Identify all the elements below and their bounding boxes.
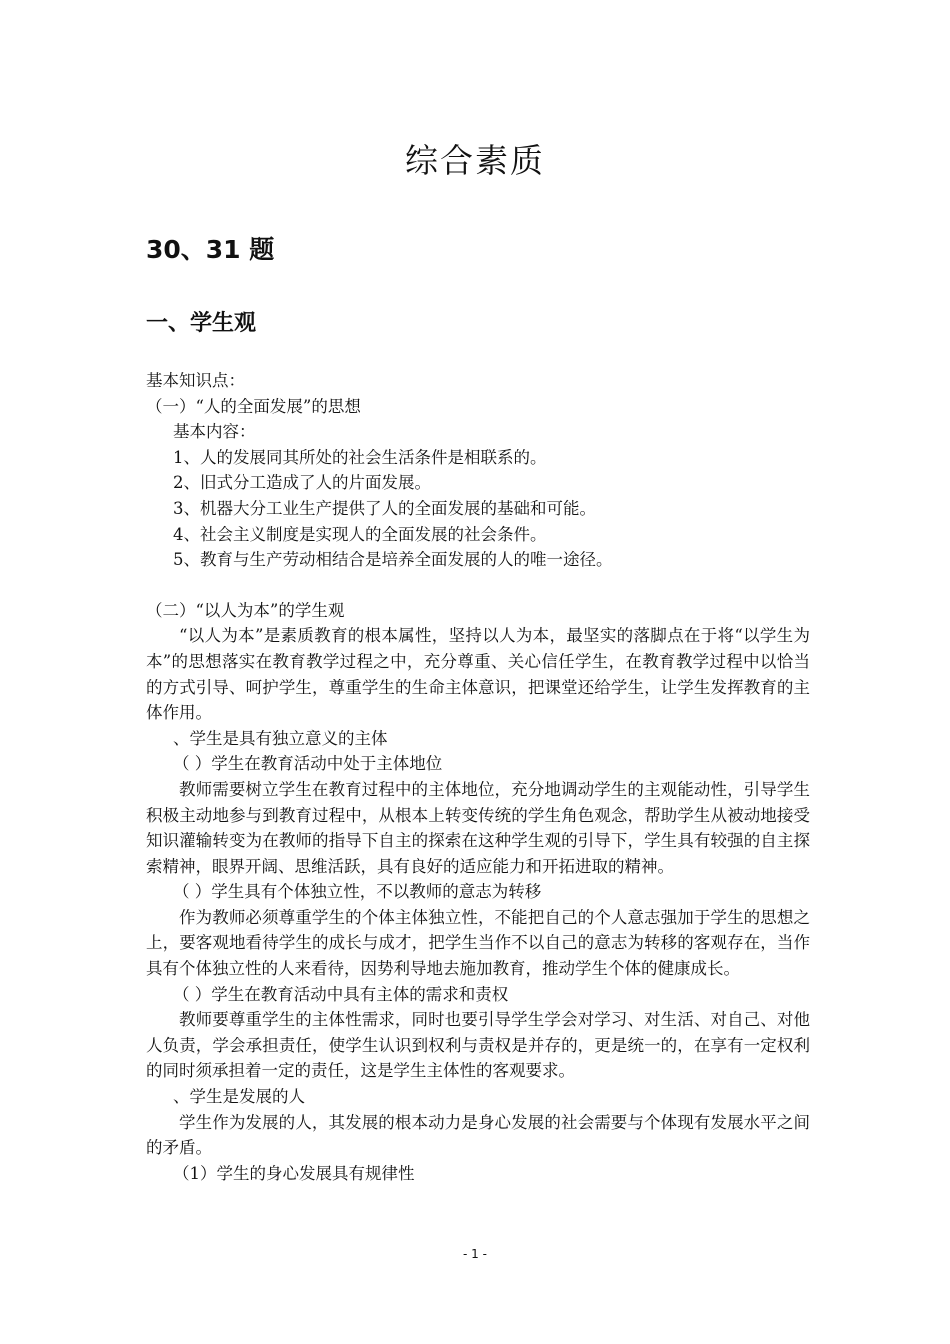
part2-intro-paragraph: “以人为本”是素质教育的根本属性，坚持以人为本，最坚实的落脚点在于将“以学生为本”的思想落实在教育教学过程之中，充分尊重、关心信任学生，在教育教学过程中以恰当的方式引导、呵护学生，尊重学生的生命主体意识，把课堂还给学生，让学生发挥教育的主体作用。 xyxy=(146,626,810,723)
page-number-footer: - 1 - xyxy=(463,1247,487,1261)
subsection-1c-paragraph: 教师要尊重学生的主体性需求，同时也要引导学生学会对学习、对生活、对自己、对他人负责，学会承担责任，使学生认识到权利与责权是并存的，更是统一的，在享有一定权利的同时须承担着一定的责任，这是学生主体性的客观要求。 xyxy=(146,1010,810,1081)
subsection-1a-heading: （ ）学生在教育活动中处于主体地位 xyxy=(173,754,443,774)
paragraph-gap xyxy=(146,573,810,598)
section-heading: 一、学生观 xyxy=(146,311,257,336)
part1-item-1: 1、人的发展同其所处的社会生活条件是相联系的。 xyxy=(173,447,547,467)
subsection-2-heading: 、学生是发展的人 xyxy=(173,1087,305,1107)
subsection-1b-heading: （ ）学生具有个体独立性，不以教师的意志为转移 xyxy=(173,882,542,902)
subsection-1c-heading: （ ）学生在教育活动中具有主体的需求和责权 xyxy=(173,984,509,1004)
part1-item-2: 2、旧式分工造成了人的片面发展。 xyxy=(173,473,431,493)
basic-points-label: 基本知识点： xyxy=(146,371,245,390)
subsection-1a-paragraph: 教师需要树立学生在教育过程中的主体地位，充分地调动学生的主观能动性，引导学生积极主动地参与到教育过程中，从根本上转变传统的学生角色观念，帮助学生从被动地接受知识灌输转变为在教师的指导下自主的探索在这种学生观的引导下，学生具有较强的自主探索精神，眼界开阔、思维活跃，具有良好的适应能力和开拓进取的精神。 xyxy=(146,779,810,876)
subsection-2a-heading: （1）学生的身心发展具有规律性 xyxy=(173,1163,415,1183)
question-number-heading: 30、31 题 xyxy=(146,235,275,264)
part1-item-3: 3、机器大分工业生产提供了人的全面发展的基础和可能。 xyxy=(173,498,596,518)
document-title: 综合素质 xyxy=(405,141,545,180)
subsection-1-heading: 、学生是具有独立意义的主体 xyxy=(173,728,388,748)
part1-item-5: 5、教育与生产劳动相结合是培养全面发展的人的唯一途径。 xyxy=(173,550,613,570)
document-body xyxy=(146,368,810,1186)
part1-item-4: 4、社会主义制度是实现人的全面发展的社会条件。 xyxy=(173,524,547,544)
part1-content-label: 基本内容： xyxy=(173,422,256,442)
subsection-1b-paragraph: 作为教师必须尊重学生的个体主体独立性，不能把自己的个人意志强加于学生的思想之上，要客观地看待学生的成长与成才，把学生当作不以自己的意志为转移的客观存在，当作具有个体独立性的人来看待，因势利导地去施加教育，推动学生个体的健康成长。 xyxy=(146,907,810,979)
part2-heading: （二）“以人为本”的学生观 xyxy=(146,600,345,620)
subsection-2-paragraph: 学生作为发展的人，其发展的根本动力是身心发展的社会需要与个体现有发展水平之间的矛盾。 xyxy=(146,1112,810,1158)
part1-heading: （一）“人的全面发展”的思想 xyxy=(146,396,361,416)
